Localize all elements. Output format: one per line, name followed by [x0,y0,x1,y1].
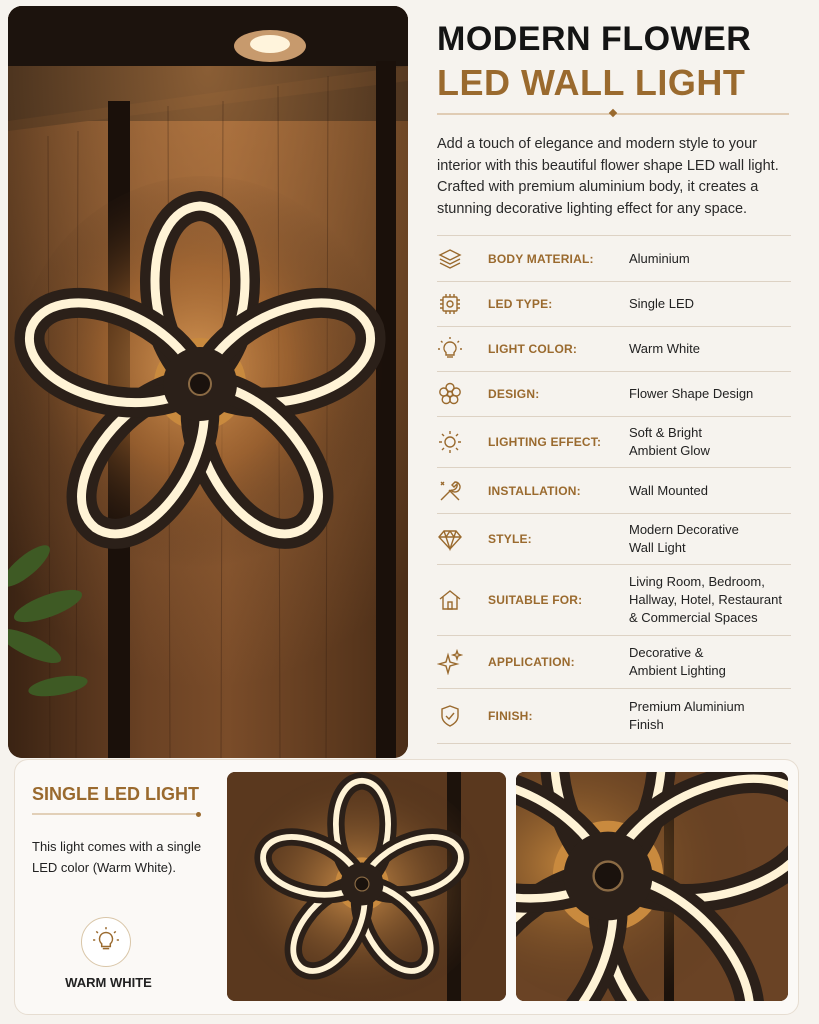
spec-value: Premium Aluminium Finish [629,699,745,732]
divider-dot-icon [196,812,201,817]
spec-label: DESIGN: [488,387,540,401]
spec-row-design [437,371,791,416]
spec-row-application [437,635,791,688]
single-led-divider [32,813,200,815]
spec-row-suitable-for [437,564,791,635]
lightbulb-icon [92,926,120,959]
spec-value: Aluminium [629,250,690,266]
spec-value: Decorative & Ambient Lighting [629,645,726,678]
spec-label: FINISH: [488,709,533,723]
hero-product-photo [8,6,408,758]
warm-white-label: WARM WHITE [65,975,152,990]
title-line-2: LED WALL LIGHT [437,62,746,103]
spec-label: LED TYPE: [488,297,553,311]
sun-icon [437,429,471,455]
spec-row-finish [437,688,791,744]
spec-label: SUITABLE FOR: [488,593,583,607]
single-led-description: This light comes with a single LED color (Warm White). [32,839,202,875]
spec-value: Warm White [629,341,701,356]
spec-label: INSTALLATION: [488,483,581,498]
diamond-icon [437,526,471,552]
spec-label: LIGHTING EFFECT: [488,435,602,449]
product-thumbnail-front [227,772,506,1001]
spec-value: Soft & Bright Ambient Glow [629,425,710,458]
lightbulb-icon [437,336,471,362]
spec-label: LIGHT COLOR: [488,342,578,356]
spec-row-led-type [437,281,791,326]
spec-label: BODY MATERIAL: [488,251,594,266]
spec-row-installation [437,467,791,513]
spec-value: Flower Shape Design [629,386,754,401]
spec-value: Living Room, Bedroom, Hallway, Hotel, Restaurant & Commercial Spaces [629,574,782,625]
title-line-1: MODERN FLOWER [437,20,752,58]
spec-value: Single LED [629,296,695,311]
warm-white-badge [81,917,131,967]
spec-value: Wall Mounted [629,482,708,498]
flower-icon [437,381,471,407]
spec-value: Modern Decorative Wall Light [629,522,739,555]
spec-table [437,235,791,744]
spec-row-light-color [437,326,791,371]
product-thumbnail-closeup [516,772,788,1001]
chip-icon [437,291,471,317]
divider-diamond-icon [609,109,617,117]
spec-label: APPLICATION: [488,655,575,669]
intro-paragraph: Add a touch of elegance and modern style to your interior with this beautiful flower shape LED wall light. Crafted with premium aluminium body, it creates a stunning decorative lighting effect for any space. [437,136,779,217]
spec-label: STYLE: [488,532,532,546]
spec-row-lighting-effect [437,416,791,467]
layers-icon [437,246,471,272]
sparkle-icon [437,649,471,675]
spec-row-body-material [437,235,791,281]
spec-row-style [437,513,791,564]
shield-check-icon [437,703,471,729]
single-led-title: SINGLE LED LIGHT [32,784,200,804]
tools-icon [437,478,471,504]
home-icon [437,587,471,613]
